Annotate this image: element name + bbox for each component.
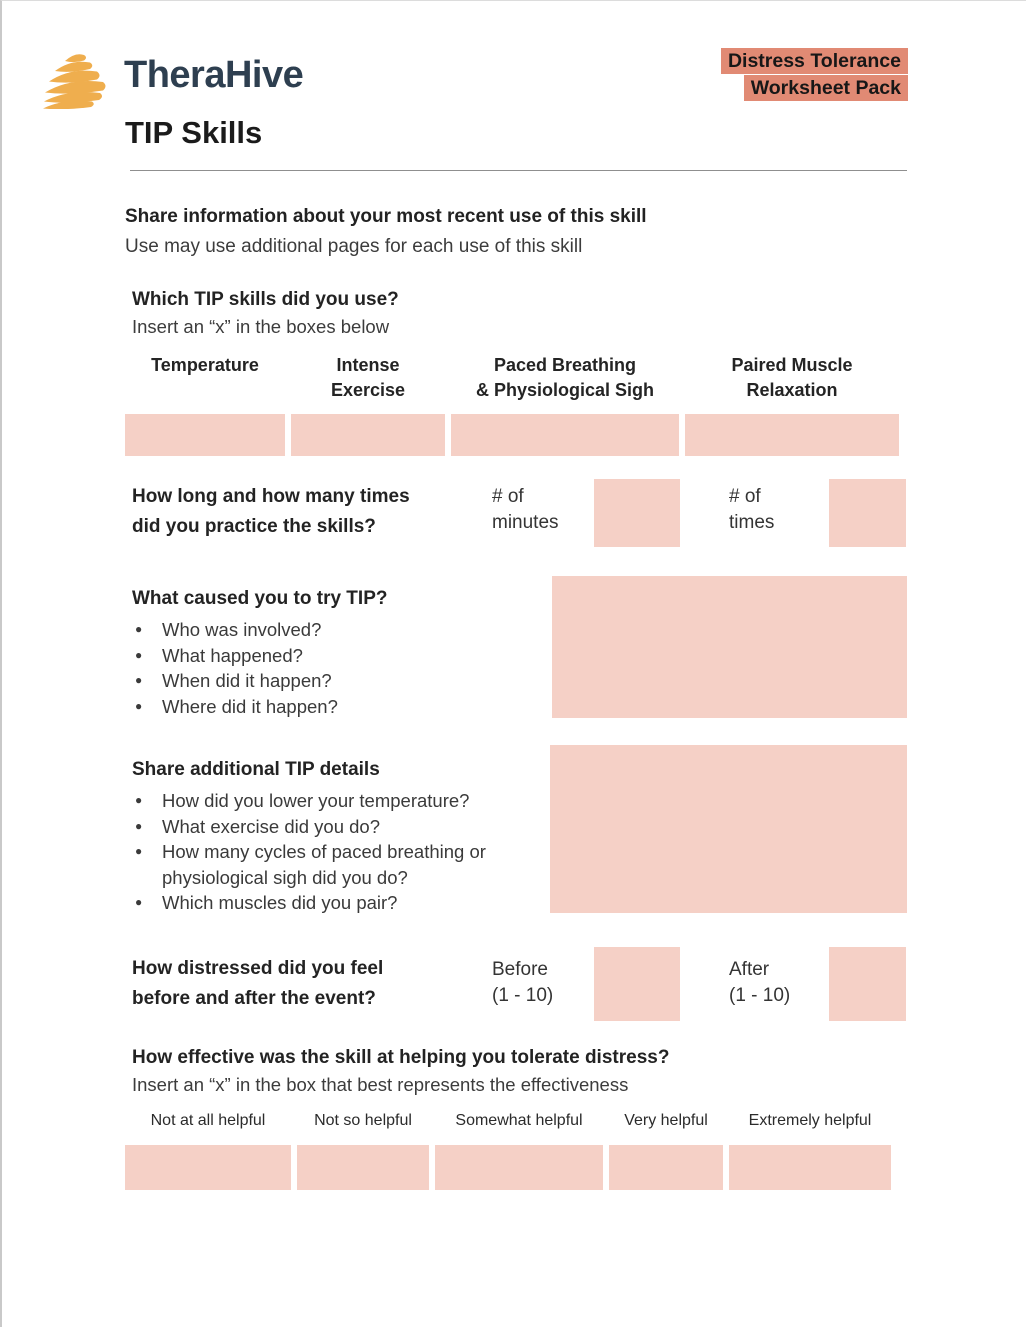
bullet-item: [132, 788, 544, 814]
cause-textarea-box[interactable]: [552, 576, 907, 718]
after-label: [729, 957, 790, 1009]
skills-question: [132, 288, 399, 338]
bullet-item: [132, 839, 544, 890]
cause-question: [132, 587, 544, 719]
bullet-item: [132, 814, 544, 840]
column-header-line: Relaxation: [746, 380, 838, 400]
pack-badges: [502, 48, 908, 101]
details-bullet-list: [132, 788, 544, 916]
bullet-icon: ●: [135, 844, 143, 858]
intro-block: [125, 206, 647, 258]
option-label-not-at-all-helpful: Not at all helpful: [150, 1112, 266, 1129]
details-question: [132, 758, 544, 916]
effectiveness-option-labels: [125, 1112, 907, 1130]
extremely-helpful-checkbox[interactable]: [729, 1145, 891, 1190]
bullet-icon: ●: [135, 818, 143, 833]
page-title: TIP Skills: [125, 115, 263, 150]
option-label-very-helpful: Very helpful: [624, 1112, 708, 1129]
bullet-icon: ●: [135, 793, 143, 807]
bullet-item: [132, 617, 544, 643]
minutes-label-line1: # of: [492, 486, 524, 507]
bullet-text: Which muscles did you pair?: [162, 892, 398, 913]
intense-exercise-checkbox[interactable]: [291, 414, 445, 456]
bullet-icon: ●: [135, 622, 143, 636]
after-input-box[interactable]: [829, 947, 906, 1021]
column-header-line: & Physiological Sigh: [475, 380, 655, 400]
details-question-heading: Share additional TIP details: [132, 759, 380, 780]
somewhat-helpful-checkbox[interactable]: [435, 1145, 603, 1190]
times-label-line2: times: [729, 512, 775, 533]
effectiveness-checkbox-row: [125, 1145, 907, 1190]
cause-question-heading: What caused you to try TIP?: [132, 588, 388, 609]
effectiveness-question-heading: How effective was the skill at helping you tolerate distress?: [132, 1047, 670, 1068]
bullet-item: [132, 643, 544, 669]
bullet-text: How did you lower your temperature?: [162, 790, 470, 811]
after-label-line1: After: [729, 959, 770, 980]
skills-question-heading: Which TIP skills did you use?: [132, 289, 399, 310]
details-textarea-box[interactable]: [550, 745, 907, 913]
pack-badge-bottom: Worksheet Pack: [744, 75, 908, 101]
paired-muscle-checkbox[interactable]: [685, 414, 899, 456]
bullet-text: Where did it happen?: [162, 695, 338, 717]
option-label-not-so-helpful: Not so helpful: [314, 1112, 412, 1129]
therahive-logo-icon: [40, 51, 110, 109]
bullet-item: [132, 668, 544, 694]
minutes-label-line2: minutes: [492, 512, 559, 533]
minutes-input-box[interactable]: [594, 479, 680, 547]
bullet-icon: ●: [135, 895, 143, 909]
intro-heading: Share information about your most recent use of this skill: [125, 206, 647, 227]
practice-question: [132, 482, 410, 542]
before-label-line2: (1 - 10): [492, 985, 554, 1006]
skill-column-headers: [125, 353, 907, 403]
distress-question: [132, 954, 383, 1014]
skill-checkbox-row: [125, 414, 907, 456]
before-label-line1: Before: [492, 959, 548, 980]
column-header-line: Intense: [336, 355, 400, 375]
practice-question-line2: did you practice the skills?: [132, 516, 376, 537]
minutes-label: [492, 484, 559, 536]
title-divider: [130, 170, 907, 171]
times-label-line1: # of: [729, 486, 761, 507]
intro-subheading: Use may use additional pages for each use of this skill: [125, 236, 583, 257]
bullet-text: Who was involved?: [162, 619, 322, 640]
column-header-line: Temperature: [151, 355, 259, 375]
option-label-somewhat-helpful: Somewhat helpful: [455, 1112, 583, 1129]
option-label-extremely-helpful: Extremely helpful: [748, 1112, 872, 1129]
column-header-paired-muscle: [685, 353, 899, 403]
practice-question-line1: How long and how many times: [132, 486, 410, 507]
column-header-intense-exercise: [291, 353, 445, 403]
bullet-icon: ●: [135, 698, 143, 713]
times-input-box[interactable]: [829, 479, 906, 547]
bullet-icon: ●: [135, 647, 143, 662]
cause-bullet-list: [132, 617, 544, 719]
brand-name: TheraHive: [124, 54, 304, 96]
column-header-line: Paired Muscle: [731, 355, 853, 375]
distress-question-line2: before and after the event?: [132, 988, 376, 1009]
before-label: [492, 957, 553, 1009]
before-input-box[interactable]: [594, 947, 680, 1021]
bullet-text: What happened?: [162, 644, 303, 666]
column-header-temperature: [125, 353, 285, 403]
paced-breathing-checkbox[interactable]: [451, 414, 679, 456]
bullet-text: How many cycles of paced breathing or physiological sigh did you do?: [162, 841, 486, 888]
bullet-text: What exercise did you do?: [162, 815, 381, 837]
bullet-item: [132, 890, 544, 916]
column-header-line: Exercise: [330, 380, 406, 400]
very-helpful-checkbox[interactable]: [609, 1145, 723, 1190]
effectiveness-question: [132, 1046, 669, 1096]
bullet-icon: ●: [135, 673, 143, 687]
column-header-line: Paced Breathing: [493, 355, 637, 375]
distress-question-line1: How distressed did you feel: [132, 958, 384, 979]
not-at-all-helpful-checkbox[interactable]: [125, 1145, 291, 1190]
not-so-helpful-checkbox[interactable]: [297, 1145, 429, 1190]
column-header-paced-breathing: [451, 353, 679, 403]
times-label: [729, 484, 774, 536]
effectiveness-question-instruction: Insert an “x” in the box that best represents the effectiveness: [132, 1074, 629, 1095]
temperature-checkbox[interactable]: [125, 414, 285, 456]
bullet-item: [132, 694, 544, 720]
bullet-text: When did it happen?: [162, 670, 332, 691]
pack-badge-top: Distress Tolerance: [721, 48, 908, 74]
skills-question-instruction: Insert an “x” in the boxes below: [132, 316, 390, 337]
after-label-line2: (1 - 10): [729, 985, 791, 1006]
